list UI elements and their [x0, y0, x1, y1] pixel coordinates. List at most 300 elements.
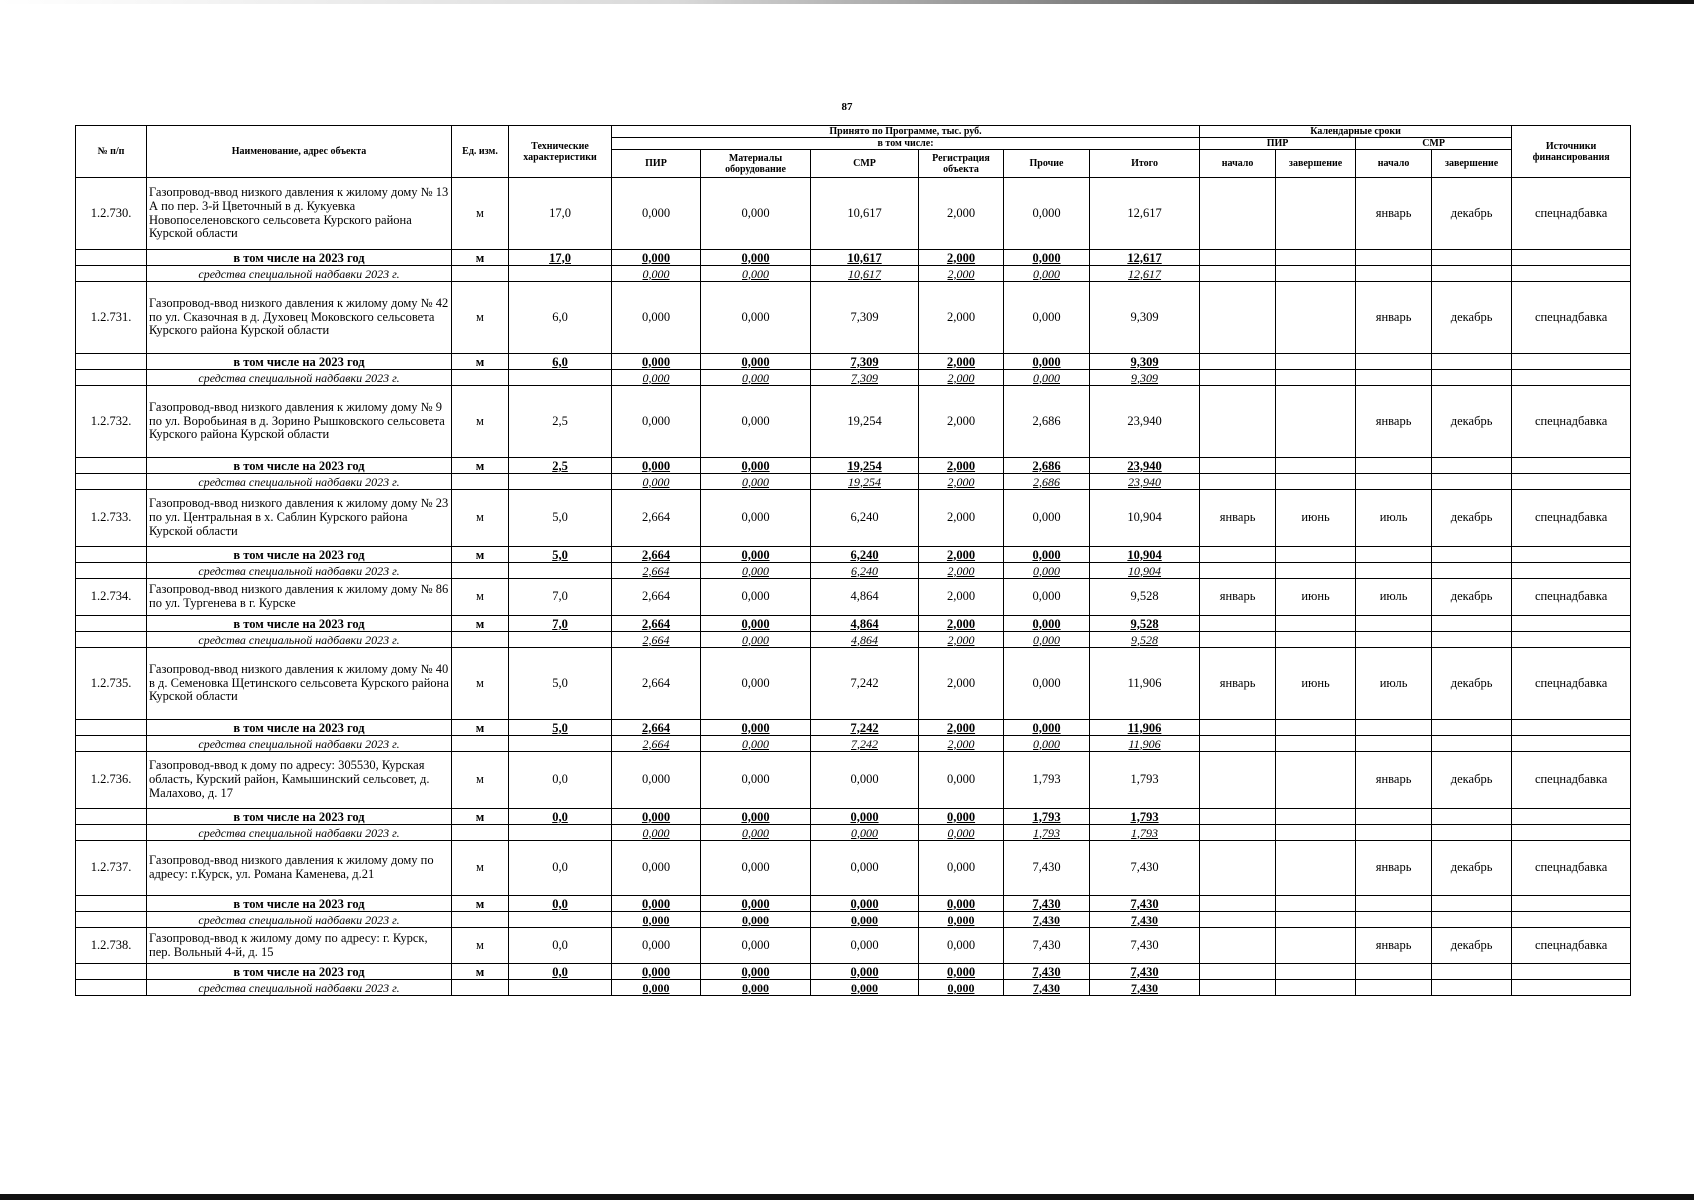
empty-cell — [1276, 964, 1356, 980]
other-cell: 1,793 — [1004, 752, 1090, 809]
funding-pir: 0,000 — [612, 825, 701, 841]
tech-cell: 0,0 — [509, 896, 612, 912]
funding-oth: 0,000 — [1004, 370, 1090, 386]
pir-end-cell — [1276, 282, 1356, 354]
empty-cell — [509, 912, 612, 928]
smr-end-cell: декабрь — [1432, 178, 1512, 250]
funding-oth: 0,000 — [1004, 736, 1090, 752]
funding-row — [76, 474, 1631, 490]
funding-label: средства специальной надбавки 2023 г. — [147, 736, 452, 752]
funding-pir: 0,000 — [612, 474, 701, 490]
tech-cell: 0,0 — [509, 809, 612, 825]
materials-cell: 0,000 — [701, 386, 811, 458]
header-cal-pir: ПИР — [1200, 138, 1356, 150]
row-number: 1.2.731. — [76, 282, 147, 354]
empty-cell — [1200, 458, 1276, 474]
empty-cell — [1432, 736, 1512, 752]
funding-row — [76, 563, 1631, 579]
object-name: Газопровод-ввод низкого давления к жилому дому № 13 А по пер. 3-й Цветочный в д. Кукуевка Новопоселеновского сельсовета Курского района Курской области — [147, 178, 452, 250]
funding-label: средства специальной надбавки 2023 г. — [147, 266, 452, 282]
source-cell: спецнадбавка — [1512, 579, 1631, 616]
empty-cell — [1276, 809, 1356, 825]
empty-cell — [76, 964, 147, 980]
table-row — [76, 178, 1631, 250]
smr-cell: 0,000 — [811, 752, 919, 809]
funding-oth: 0,000 — [1004, 632, 1090, 648]
subtotal-pir: 2,664 — [612, 547, 701, 563]
empty-cell — [1512, 547, 1631, 563]
tech-cell: 0,0 — [509, 928, 612, 964]
subtotal-row — [76, 896, 1631, 912]
table-row — [76, 841, 1631, 896]
tech-cell: 0,0 — [509, 964, 612, 980]
funding-tot: 7,430 — [1090, 912, 1200, 928]
source-cell: спецнадбавка — [1512, 928, 1631, 964]
tech-cell: 0,0 — [509, 752, 612, 809]
empty-cell — [452, 736, 509, 752]
object-name: Газопровод-ввод низкого давления к жилому дому № 9 по ул. Воробьиная в д. Зорино Рышковского сельсовета Курского района Курской области — [147, 386, 452, 458]
subtotal-reg: 0,000 — [919, 964, 1004, 980]
unit-cell: м — [452, 964, 509, 980]
funding-tot: 7,430 — [1090, 980, 1200, 996]
unit-cell: м — [452, 616, 509, 632]
empty-cell — [509, 736, 612, 752]
empty-cell — [1276, 563, 1356, 579]
funding-pir: 2,664 — [612, 632, 701, 648]
header-tech: Технические характеристики — [509, 126, 612, 178]
empty-cell — [1432, 912, 1512, 928]
source-cell: спецнадбавка — [1512, 841, 1631, 896]
row-number: 1.2.732. — [76, 386, 147, 458]
funding-smr: 0,000 — [811, 980, 919, 996]
subtotal-tot: 7,430 — [1090, 964, 1200, 980]
empty-cell — [1276, 632, 1356, 648]
registration-cell: 2,000 — [919, 648, 1004, 720]
table-row — [76, 928, 1631, 964]
tech-cell: 6,0 — [509, 354, 612, 370]
row-number: 1.2.735. — [76, 648, 147, 720]
pir-cell: 0,000 — [612, 386, 701, 458]
subtotal-pir: 0,000 — [612, 896, 701, 912]
funding-pir: 0,000 — [612, 980, 701, 996]
tech-cell: 2,5 — [509, 458, 612, 474]
pir-cell: 2,664 — [612, 579, 701, 616]
empty-cell — [1512, 964, 1631, 980]
materials-cell: 0,000 — [701, 928, 811, 964]
total-cell: 11,906 — [1090, 648, 1200, 720]
tech-cell: 5,0 — [509, 490, 612, 547]
subtotal-reg: 2,000 — [919, 547, 1004, 563]
smr-cell: 0,000 — [811, 841, 919, 896]
object-name: Газопровод-ввод низкого давления к жилому дому № 86 по ул. Тургенева в г. Курске — [147, 579, 452, 616]
program-table — [75, 125, 1631, 996]
empty-cell — [76, 736, 147, 752]
header-other: Прочие — [1004, 150, 1090, 178]
funding-oth: 7,430 — [1004, 912, 1090, 928]
funding-smr: 6,240 — [811, 563, 919, 579]
subtotal-reg: 0,000 — [919, 896, 1004, 912]
empty-cell — [1200, 250, 1276, 266]
funding-smr: 19,254 — [811, 474, 919, 490]
pir-start-cell — [1200, 178, 1276, 250]
header-calendar: Календарные сроки — [1200, 126, 1512, 138]
tech-cell: 5,0 — [509, 720, 612, 736]
subtotal-smr: 0,000 — [811, 809, 919, 825]
materials-cell: 0,000 — [701, 178, 811, 250]
empty-cell — [1432, 964, 1512, 980]
empty-cell — [452, 912, 509, 928]
tech-cell: 17,0 — [509, 250, 612, 266]
empty-cell — [1200, 632, 1276, 648]
pir-start-cell — [1200, 841, 1276, 896]
funding-reg: 2,000 — [919, 632, 1004, 648]
funding-label: средства специальной надбавки 2023 г. — [147, 474, 452, 490]
funding-row — [76, 266, 1631, 282]
materials-cell: 0,000 — [701, 841, 811, 896]
subtotal-oth: 2,686 — [1004, 458, 1090, 474]
row-number: 1.2.736. — [76, 752, 147, 809]
pir-start-cell: январь — [1200, 579, 1276, 616]
subtotal-smr: 7,309 — [811, 354, 919, 370]
pir-end-cell: июнь — [1276, 579, 1356, 616]
header-materials: Материалы оборудование — [701, 150, 811, 178]
subtotal-row — [76, 720, 1631, 736]
subtotal-row — [76, 616, 1631, 632]
pir-cell: 2,664 — [612, 490, 701, 547]
funding-label: средства специальной надбавки 2023 г. — [147, 825, 452, 841]
other-cell: 7,430 — [1004, 928, 1090, 964]
total-cell: 1,793 — [1090, 752, 1200, 809]
subtotal-mat: 0,000 — [701, 547, 811, 563]
funding-smr: 10,617 — [811, 266, 919, 282]
empty-cell — [1276, 547, 1356, 563]
row-number: 1.2.738. — [76, 928, 147, 964]
funding-label: средства специальной надбавки 2023 г. — [147, 980, 452, 996]
unit-cell: м — [452, 250, 509, 266]
row-number: 1.2.730. — [76, 178, 147, 250]
smr-end-cell: декабрь — [1432, 282, 1512, 354]
empty-cell — [1276, 736, 1356, 752]
smr-cell: 0,000 — [811, 928, 919, 964]
empty-cell — [76, 458, 147, 474]
empty-cell — [1276, 912, 1356, 928]
subtotal-reg: 2,000 — [919, 616, 1004, 632]
funding-oth: 7,430 — [1004, 980, 1090, 996]
subtotal-pir: 0,000 — [612, 809, 701, 825]
funding-reg: 2,000 — [919, 266, 1004, 282]
smr-start-cell: январь — [1356, 928, 1432, 964]
funding-tot: 9,528 — [1090, 632, 1200, 648]
object-name: Газопровод-ввод низкого давления к жилому дому № 23 по ул. Центральная в х. Саблин Курского района Курской области — [147, 490, 452, 547]
row-number: 1.2.733. — [76, 490, 147, 547]
subtotal-row — [76, 458, 1631, 474]
unit-cell: м — [452, 547, 509, 563]
smr-end-cell: декабрь — [1432, 928, 1512, 964]
funding-pir: 2,664 — [612, 736, 701, 752]
empty-cell — [1200, 912, 1276, 928]
subtotal-mat: 0,000 — [701, 896, 811, 912]
funding-mat: 0,000 — [701, 980, 811, 996]
registration-cell: 2,000 — [919, 579, 1004, 616]
pir-end-cell — [1276, 928, 1356, 964]
header-accepted: Принято по Программе, тыс. руб. — [612, 126, 1200, 138]
other-cell: 0,000 — [1004, 178, 1090, 250]
empty-cell — [1512, 980, 1631, 996]
subtotal-pir: 0,000 — [612, 250, 701, 266]
subtotal-smr: 19,254 — [811, 458, 919, 474]
header-unit: Ед. изм. — [452, 126, 509, 178]
empty-cell — [509, 980, 612, 996]
funding-row — [76, 825, 1631, 841]
header-cal-smr: СМР — [1356, 138, 1512, 150]
funding-label: средства специальной надбавки 2023 г. — [147, 370, 452, 386]
empty-cell — [1512, 809, 1631, 825]
smr-start-cell: январь — [1356, 752, 1432, 809]
subtotal-pir: 0,000 — [612, 964, 701, 980]
pir-end-cell — [1276, 752, 1356, 809]
pir-end-cell — [1276, 386, 1356, 458]
empty-cell — [1200, 547, 1276, 563]
subtotal-reg: 2,000 — [919, 458, 1004, 474]
other-cell: 0,000 — [1004, 579, 1090, 616]
smr-end-cell: декабрь — [1432, 490, 1512, 547]
header-pir: ПИР — [612, 150, 701, 178]
empty-cell — [1432, 632, 1512, 648]
funding-tot: 11,906 — [1090, 736, 1200, 752]
unit-cell: м — [452, 648, 509, 720]
header-including: в том числе: — [612, 138, 1200, 150]
subtotal-smr: 6,240 — [811, 547, 919, 563]
subtotal-oth: 7,430 — [1004, 896, 1090, 912]
subtotal-oth: 0,000 — [1004, 354, 1090, 370]
empty-cell — [1356, 632, 1432, 648]
empty-cell — [1200, 825, 1276, 841]
funding-tot: 1,793 — [1090, 825, 1200, 841]
subtotal-mat: 0,000 — [701, 809, 811, 825]
other-cell: 0,000 — [1004, 648, 1090, 720]
subtotal-mat: 0,000 — [701, 616, 811, 632]
scan-edge-top — [0, 0, 1694, 4]
funding-label: средства специальной надбавки 2023 г. — [147, 912, 452, 928]
empty-cell — [1200, 266, 1276, 282]
empty-cell — [1356, 912, 1432, 928]
subtotal-label: в том числе на 2023 год — [147, 809, 452, 825]
registration-cell: 2,000 — [919, 386, 1004, 458]
empty-cell — [76, 632, 147, 648]
pir-cell: 0,000 — [612, 841, 701, 896]
tech-cell: 0,0 — [509, 841, 612, 896]
funding-mat: 0,000 — [701, 912, 811, 928]
row-number: 1.2.737. — [76, 841, 147, 896]
total-cell: 10,904 — [1090, 490, 1200, 547]
unit-cell: м — [452, 841, 509, 896]
funding-smr: 0,000 — [811, 825, 919, 841]
funding-tot: 12,617 — [1090, 266, 1200, 282]
other-cell: 2,686 — [1004, 386, 1090, 458]
materials-cell: 0,000 — [701, 752, 811, 809]
empty-cell — [1200, 370, 1276, 386]
empty-cell — [1356, 809, 1432, 825]
empty-cell — [1200, 809, 1276, 825]
empty-cell — [1276, 250, 1356, 266]
funding-tot: 23,940 — [1090, 474, 1200, 490]
registration-cell: 0,000 — [919, 928, 1004, 964]
subtotal-oth: 1,793 — [1004, 809, 1090, 825]
funding-pir: 0,000 — [612, 266, 701, 282]
unit-cell: м — [452, 282, 509, 354]
tech-cell: 7,0 — [509, 616, 612, 632]
smr-cell: 7,242 — [811, 648, 919, 720]
smr-start-cell: июль — [1356, 648, 1432, 720]
header-registration: Регистрация объекта — [919, 150, 1004, 178]
subtotal-reg: 2,000 — [919, 250, 1004, 266]
table-row — [76, 579, 1631, 616]
empty-cell — [1356, 458, 1432, 474]
subtotal-smr: 7,242 — [811, 720, 919, 736]
pir-start-cell — [1200, 386, 1276, 458]
subtotal-label: в том числе на 2023 год — [147, 458, 452, 474]
empty-cell — [509, 266, 612, 282]
empty-cell — [76, 896, 147, 912]
total-cell: 7,430 — [1090, 841, 1200, 896]
subtotal-oth: 7,430 — [1004, 964, 1090, 980]
empty-cell — [76, 616, 147, 632]
empty-cell — [1276, 354, 1356, 370]
funding-mat: 0,000 — [701, 825, 811, 841]
empty-cell — [509, 825, 612, 841]
empty-cell — [76, 563, 147, 579]
subtotal-label: в том числе на 2023 год — [147, 964, 452, 980]
funding-mat: 0,000 — [701, 563, 811, 579]
empty-cell — [1356, 964, 1432, 980]
object-name: Газопровод-ввод низкого давления к жилому дому № 42 по ул. Сказочная в д. Духовец Моковского сельсовета Курского района Курской области — [147, 282, 452, 354]
registration-cell: 2,000 — [919, 282, 1004, 354]
smr-start-cell: июль — [1356, 490, 1432, 547]
smr-end-cell: декабрь — [1432, 752, 1512, 809]
table-header — [76, 126, 1631, 178]
empty-cell — [76, 266, 147, 282]
funding-reg: 0,000 — [919, 825, 1004, 841]
smr-cell: 6,240 — [811, 490, 919, 547]
funding-row — [76, 632, 1631, 648]
funding-pir: 2,664 — [612, 563, 701, 579]
empty-cell — [76, 720, 147, 736]
empty-cell — [452, 980, 509, 996]
pir-start-cell: январь — [1200, 490, 1276, 547]
pir-end-cell: июнь — [1276, 490, 1356, 547]
materials-cell: 0,000 — [701, 490, 811, 547]
registration-cell: 0,000 — [919, 752, 1004, 809]
subtotal-label: в том числе на 2023 год — [147, 896, 452, 912]
smr-cell: 10,617 — [811, 178, 919, 250]
pir-cell: 2,664 — [612, 648, 701, 720]
total-cell: 12,617 — [1090, 178, 1200, 250]
pir-end-cell: июнь — [1276, 648, 1356, 720]
empty-cell — [1432, 266, 1512, 282]
subtotal-reg: 2,000 — [919, 354, 1004, 370]
subtotal-tot: 23,940 — [1090, 458, 1200, 474]
subtotal-mat: 0,000 — [701, 354, 811, 370]
funding-mat: 0,000 — [701, 266, 811, 282]
funding-oth: 0,000 — [1004, 266, 1090, 282]
funding-smr: 7,242 — [811, 736, 919, 752]
funding-oth: 0,000 — [1004, 563, 1090, 579]
empty-cell — [1512, 912, 1631, 928]
registration-cell: 0,000 — [919, 841, 1004, 896]
unit-cell: м — [452, 809, 509, 825]
funding-pir: 0,000 — [612, 912, 701, 928]
empty-cell — [1432, 474, 1512, 490]
funding-mat: 0,000 — [701, 632, 811, 648]
pir-cell: 0,000 — [612, 928, 701, 964]
subtotal-pir: 0,000 — [612, 458, 701, 474]
empty-cell — [1276, 370, 1356, 386]
subtotal-row — [76, 964, 1631, 980]
subtotal-row — [76, 250, 1631, 266]
empty-cell — [1432, 616, 1512, 632]
source-cell: спецнадбавка — [1512, 178, 1631, 250]
subtotal-tot: 10,904 — [1090, 547, 1200, 563]
funding-pir: 0,000 — [612, 370, 701, 386]
funding-tot: 10,904 — [1090, 563, 1200, 579]
pir-start-cell: январь — [1200, 648, 1276, 720]
materials-cell: 0,000 — [701, 579, 811, 616]
empty-cell — [1512, 632, 1631, 648]
subtotal-label: в том числе на 2023 год — [147, 616, 452, 632]
table-row — [76, 386, 1631, 458]
header-smr: СМР — [811, 150, 919, 178]
empty-cell — [1512, 370, 1631, 386]
object-name: Газопровод-ввод к жилому дому по адресу: г. Курск, пер. Вольный 4-й, д. 15 — [147, 928, 452, 964]
subtotal-row — [76, 354, 1631, 370]
empty-cell — [1200, 720, 1276, 736]
smr-start-cell: январь — [1356, 841, 1432, 896]
unit-cell: м — [452, 458, 509, 474]
empty-cell — [76, 250, 147, 266]
subtotal-smr: 4,864 — [811, 616, 919, 632]
empty-cell — [1512, 616, 1631, 632]
funding-smr: 0,000 — [811, 912, 919, 928]
subtotal-oth: 0,000 — [1004, 547, 1090, 563]
header-smr-end: завершение — [1432, 150, 1512, 178]
funding-row — [76, 980, 1631, 996]
subtotal-pir: 2,664 — [612, 720, 701, 736]
empty-cell — [1512, 474, 1631, 490]
funding-reg: 0,000 — [919, 980, 1004, 996]
table-row — [76, 282, 1631, 354]
funding-row — [76, 912, 1631, 928]
empty-cell — [1512, 563, 1631, 579]
total-cell: 7,430 — [1090, 928, 1200, 964]
empty-cell — [1356, 250, 1432, 266]
empty-cell — [1432, 547, 1512, 563]
empty-cell — [452, 370, 509, 386]
empty-cell — [76, 370, 147, 386]
empty-cell — [1276, 474, 1356, 490]
empty-cell — [1276, 825, 1356, 841]
subtotal-label: в том числе на 2023 год — [147, 354, 452, 370]
pir-start-cell — [1200, 928, 1276, 964]
empty-cell — [1276, 616, 1356, 632]
empty-cell — [1356, 825, 1432, 841]
empty-cell — [1512, 896, 1631, 912]
empty-cell — [1356, 736, 1432, 752]
empty-cell — [1356, 354, 1432, 370]
empty-cell — [1356, 370, 1432, 386]
header-sources: Источники финансирования — [1512, 126, 1631, 178]
subtotal-tot: 7,430 — [1090, 896, 1200, 912]
subtotal-mat: 0,000 — [701, 720, 811, 736]
